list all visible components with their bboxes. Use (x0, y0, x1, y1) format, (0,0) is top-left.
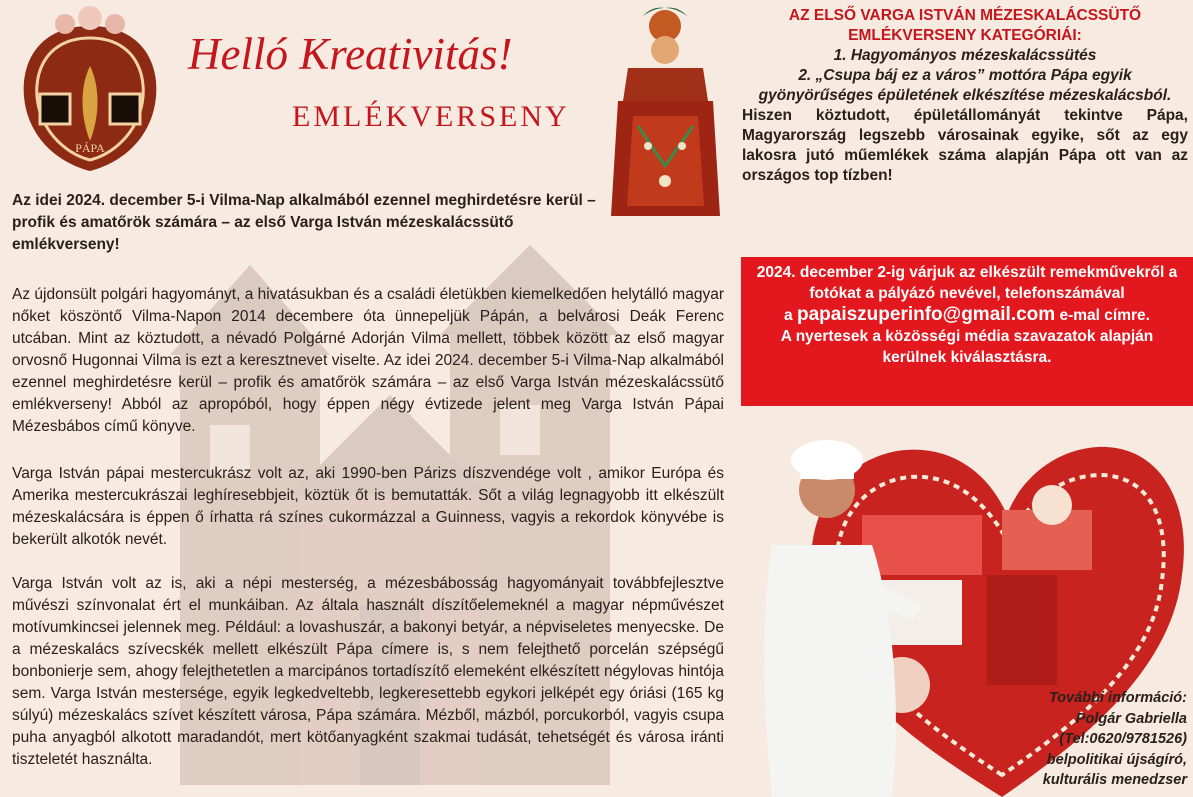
page-subtitle: EMLÉKVERSENY (292, 100, 570, 133)
contact-role-2: kulturális menedzser (1042, 772, 1187, 788)
categories-title-line-2: EMLÉKVERSENY KATEGÓRIÁI: (848, 27, 1082, 44)
page-title: Helló Kreativitás! (188, 29, 513, 79)
contact-email[interactable]: papaiszuperinfo@gmail.com (796, 304, 1056, 325)
gingerbread-cookie-papa (10, 6, 170, 176)
cookie-label: PÁPA (75, 141, 105, 155)
email-suffix: e-mal címre. (1055, 307, 1150, 324)
callout-email-line (747, 304, 1187, 326)
body-paragraph-3 (12, 573, 724, 771)
categories-title-line-1: AZ ELSŐ VARGA ISTVÁN MÉZESKALÁCSSÜTŐ (788, 7, 1142, 24)
contact-name: Polgár Gabriella (1075, 710, 1187, 727)
intro-paragraph: Az idei 2024. december 5-i Vilma-Nap alkalmából ezennel meghirdetésre kerül – profik és amatőrök számára – az első Varga István mézeskalácssütő emlékverseny! (12, 192, 596, 253)
contact-info (987, 688, 1187, 791)
paragraph-text: Varga István volt az is, aki a népi mesterség, a mézesbábosság hagyományait továbbfejlesztve művészi színvonalat ért el munkáiban. Az általa használt díszítőelemeknél a magyar népművészet motívumkincsei jelennek meg. Például: a lovashuszár, a bakonyi betyár, a népviseletes menyecske. De a mézeskalács szívecskék mellett elkészült Pápa címere is, s nem felejthető porcelán szépségű bonbonierje sem, ahogy felejthetetlen a marcipános tortadíszítő elemeként elkészített négylovas hintója sem. Varga István mestersége, egyik legkedveltebb, legkeresettebb egykori jelképét egy óriási (165 kg súlyú) mézeskalács szívet készített városa, Pápa számára. Mézből, mázból, porcukorból, vagyis csupa puha anyagból alkotott maradandót, mert kötőanyagként szakmai tudását, tehetségét és városa iránti tiszteletét használta. (12, 575, 724, 768)
email-prefix: a (784, 307, 797, 324)
body-paragraph-2 (12, 463, 724, 551)
gingerbread-doll-cookie (608, 6, 723, 226)
callout-line-1: 2024. december 2-ig várjuk az elkészült remekművekről a fotókat a pályázó nevével, telefonszámával (756, 264, 1178, 302)
body-paragraph-1 (12, 284, 724, 438)
contact-role-1: belpolitikai újságíró, (1046, 751, 1187, 768)
contact-phone: (Tel:0620/9781526) (1059, 731, 1187, 747)
categories-note: Hiszen köztudott, épületállományát tekintve Pápa, Magyarország legszebb városainak egyike, sőt az egy lakosra jutó műemlékek száma alapján Pápa ott van az országos top tízben! (742, 107, 1188, 184)
callout-line-2: A nyertesek a közösségi média szavazatok alapján kerülnek kiválasztásra. (780, 328, 1154, 366)
paragraph-text: Az újdonsült polgári hagyományt, a hivatásukban és a családi életükben kiemelkedően helytálló magyar nőket köszöntő Vilma-Napon 2014 decembere óta ünnepeljük Pápán, a belvárosi Deák Ferenc utcában. Mint az köztudott, a névadó Polgárné Adorján Vilma mellett, többek között az első magyar orvosnő Hugonnai Vilma is ezt a keresztnevet viselte. Az idei 2024. december 5-i Vilma-Nap alkalmából ezennel meghirdetésre kerül – profik és amatőrök számára – az első Varga István mézeskalácssütő emlékverseny! Abból az apropóból, hogy éppen négy évtizede jelent meg Varga István Pápai Mézesbábos című könyve. (12, 286, 724, 435)
paragraph-text: Varga István pápai mestercukrász volt az, aki 1990-ben Párizs díszvendége volt , amikor Európa és Amerika mestercukrászai leghíresebbjeit, köztük őt is bemutatták. Sőt a világ legnagyobb itt elkészült mézeskalácsára is éppen ő írhatta rá színes cukormázzal a Guinness, vagyis a rekordok könyvébe is bekerült alkotók nevét. (12, 465, 724, 548)
category-item-2: 2. „Csupa báj ez a város” mottóra Pápa egyik gyönyörűséges épületének elkészítése mézeskalácsból. (758, 67, 1172, 104)
categories-section (742, 6, 1188, 186)
submission-callout (741, 257, 1193, 406)
category-item-1: 1. Hagyományos mézeskalácssütés (833, 47, 1097, 64)
contact-line-1: További információ: (1048, 690, 1187, 706)
